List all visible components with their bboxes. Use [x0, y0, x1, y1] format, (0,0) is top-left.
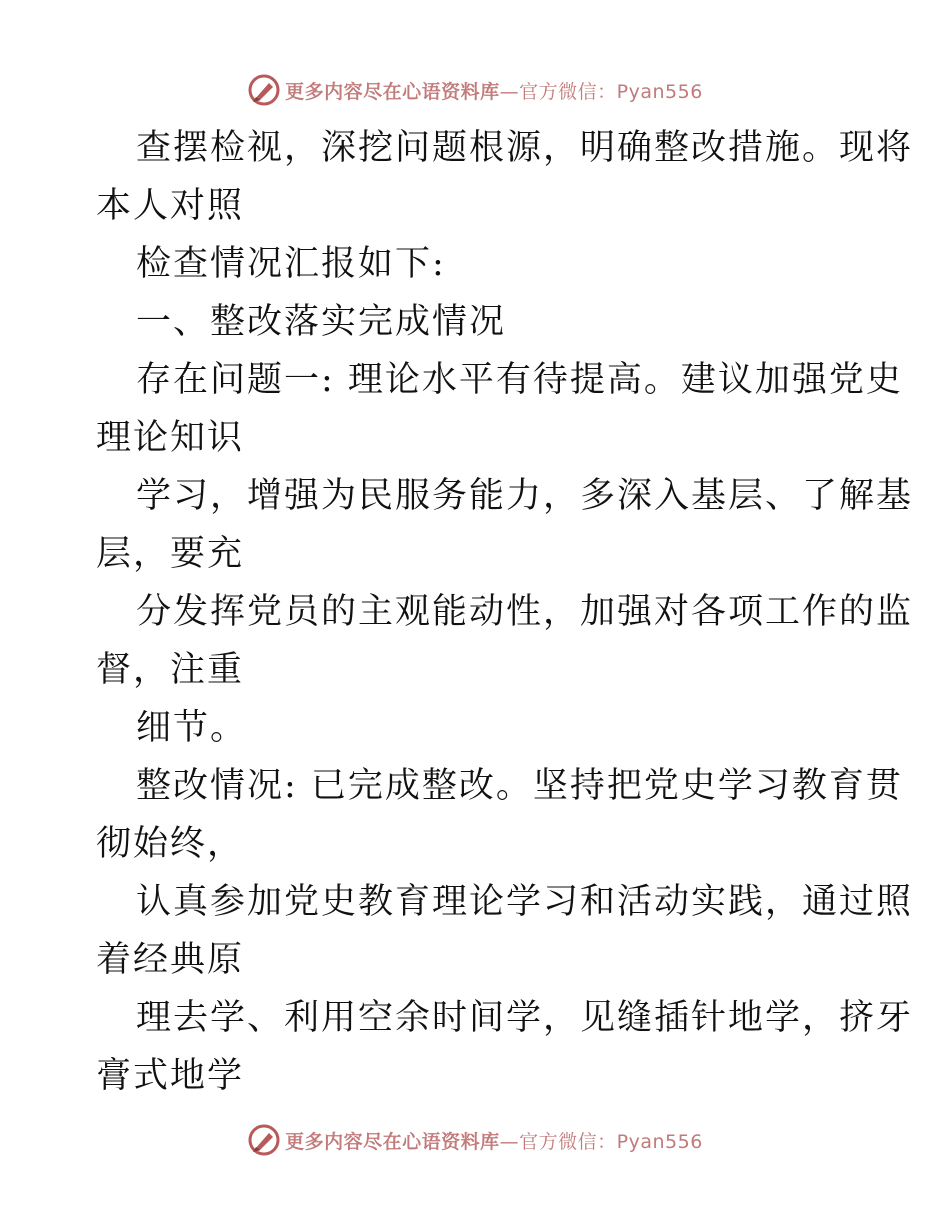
paragraph-line: 查摆检视，深挖问题根源，明确整改措施。现将: [136, 128, 914, 168]
pen-logo-icon: [247, 1123, 281, 1157]
paragraph-line: 理论知识: [96, 418, 245, 458]
paragraph-line: 层，要充: [96, 534, 245, 574]
watermark-text: [285, 77, 703, 104]
paragraph-line: 本人对照: [96, 186, 245, 226]
paragraph-line: 细节。: [136, 708, 248, 748]
watermark-main: 更多内容尽在心语资料库: [285, 1130, 500, 1153]
watermark-main: 更多内容尽在心语资料库: [285, 80, 500, 103]
paragraph: [96, 873, 914, 989]
paragraph: [96, 467, 914, 583]
paragraph-line: 整改情况: 已完成整改。坚持把党史学习教育贯: [136, 766, 903, 806]
paragraph-line: 分发挥党员的主观能动性，加强对各项工作的监: [136, 592, 914, 632]
paragraph-line: 一、整改落实完成情况: [136, 302, 507, 342]
paragraph-line: 检查情况汇报如下:: [136, 244, 446, 284]
watermark-dash: —: [499, 1130, 520, 1153]
paragraph-line: 认真参加党史教育理论学习和活动实践，通过照: [136, 882, 914, 922]
paragraph-line: 督，注重: [96, 650, 245, 690]
document-body: [96, 119, 914, 1105]
paragraph: [96, 757, 903, 873]
paragraph: [96, 699, 856, 757]
watermark-contact: 官方微信：Pyan556: [519, 1130, 703, 1153]
paragraph-line: 彻始终，: [96, 824, 245, 864]
paragraph: [96, 235, 856, 293]
watermark-footer: [0, 1120, 950, 1160]
section-heading: [96, 293, 856, 351]
watermark-dash: —: [499, 80, 520, 103]
watermark-header: [0, 70, 950, 110]
paragraph: [96, 989, 914, 1105]
watermark-text: [285, 1127, 703, 1154]
paragraph-line: 着经典原: [96, 940, 245, 980]
paragraph: [96, 583, 914, 699]
paragraph-line: 膏式地学: [96, 1056, 245, 1096]
pen-logo-icon: [247, 73, 281, 107]
paragraph: [96, 351, 903, 467]
paragraph-line: 学习，增强为民服务能力，多深入基层、了解基: [136, 476, 914, 516]
paragraph: [96, 119, 914, 235]
watermark-contact: 官方微信：Pyan556: [519, 80, 703, 103]
paragraph-line: 存在问题一: 理论水平有待提高。建议加强党史: [136, 360, 903, 400]
paragraph-line: 理去学、利用空余时间学，见缝插针地学，挤牙: [136, 998, 914, 1038]
